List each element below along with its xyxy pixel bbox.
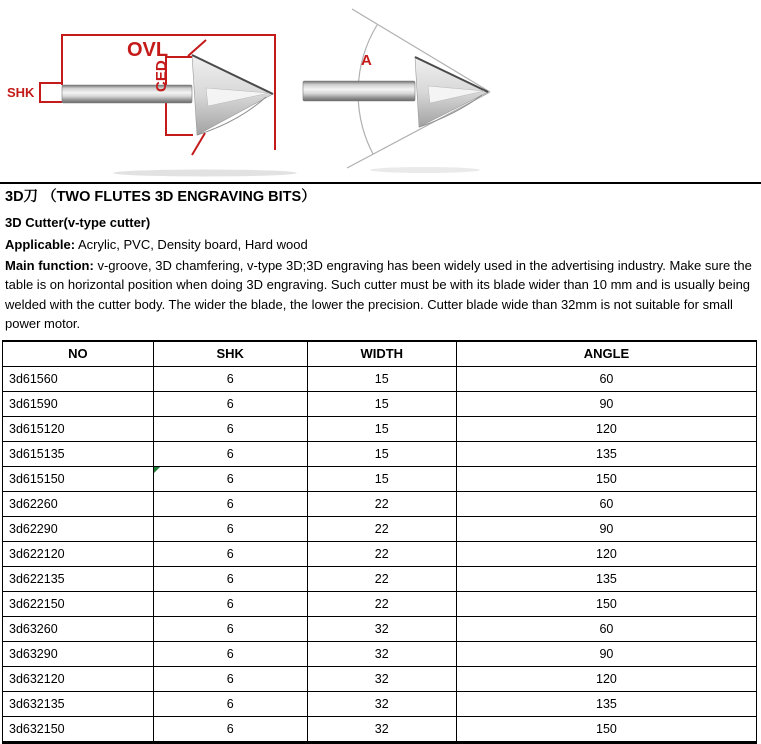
value-cell: 22 bbox=[307, 591, 456, 616]
bit-diagrams bbox=[0, 0, 761, 182]
table-row bbox=[3, 591, 757, 616]
value-cell: 60 bbox=[456, 366, 756, 391]
value-cell: 6 bbox=[153, 441, 307, 466]
main-function-paragraph bbox=[5, 256, 755, 334]
ced-label: CED bbox=[153, 60, 170, 92]
spec-table bbox=[2, 340, 757, 744]
spec-table-head-row bbox=[3, 341, 757, 367]
value-cell: 32 bbox=[307, 716, 456, 742]
value-cell: 120 bbox=[456, 666, 756, 691]
column-header: WIDTH bbox=[307, 341, 456, 367]
value-cell: 6 bbox=[153, 616, 307, 641]
table-row bbox=[3, 691, 757, 716]
value-cell: 150 bbox=[456, 716, 756, 742]
value-cell: 90 bbox=[456, 516, 756, 541]
value-cell: 15 bbox=[307, 416, 456, 441]
table-row bbox=[3, 416, 757, 441]
value-cell: 6 bbox=[153, 566, 307, 591]
page-title: 3D刀 （TWO FLUTES 3D ENGRAVING BITS） bbox=[5, 189, 316, 205]
part-number-cell: 3d632120 bbox=[3, 666, 154, 691]
part-number-cell: 3d63260 bbox=[3, 616, 154, 641]
value-cell: 22 bbox=[307, 516, 456, 541]
value-cell: 6 bbox=[153, 491, 307, 516]
applicable-label: Applicable: bbox=[5, 237, 76, 252]
value-cell: 150 bbox=[456, 591, 756, 616]
part-number-cell: 3d62260 bbox=[3, 491, 154, 516]
table-row bbox=[3, 541, 757, 566]
right-bit-shadow bbox=[370, 167, 480, 173]
value-cell: 22 bbox=[307, 491, 456, 516]
value-cell: 90 bbox=[456, 391, 756, 416]
part-number-cell: 3d615150 bbox=[3, 466, 154, 491]
value-cell: 32 bbox=[307, 616, 456, 641]
table-row bbox=[3, 391, 757, 416]
column-header: ANGLE bbox=[456, 341, 756, 367]
value-cell: 120 bbox=[456, 416, 756, 441]
applicable-text: Acrylic, PVC, Density board, Hard wood bbox=[75, 237, 308, 252]
cell-note-marker bbox=[154, 467, 160, 473]
shk-label: SHK bbox=[7, 85, 35, 100]
value-cell: 22 bbox=[307, 566, 456, 591]
value-cell: 6 bbox=[153, 416, 307, 441]
angle-label: A bbox=[361, 52, 372, 69]
main-function-text: v-groove, 3D chamfering, v-type 3D;3D engraving has been widely used in the advertising industry. Make sure the table is on horizontal position when doing 3D engraving. Such cutter must be with its blade wider than 10 mm and is usually being welded with the cutter body. The wider the blade, the lower the precision. Cutter blade wide than 32mm is not suitable for small power motor. bbox=[5, 257, 752, 331]
value-cell: 15 bbox=[307, 391, 456, 416]
product-subtitle: 3D Cutter(v-type cutter) bbox=[5, 215, 151, 230]
right-bit-drawing bbox=[303, 9, 490, 168]
value-cell: 6 bbox=[153, 716, 307, 742]
ovl-label: OVL bbox=[127, 39, 169, 61]
part-number-cell: 3d63290 bbox=[3, 641, 154, 666]
left-bit-shadow bbox=[113, 170, 297, 177]
value-cell: 6 bbox=[153, 666, 307, 691]
table-row bbox=[3, 666, 757, 691]
part-number-cell: 3d622150 bbox=[3, 591, 154, 616]
table-row bbox=[3, 491, 757, 516]
table-row bbox=[3, 366, 757, 391]
value-cell: 6 bbox=[153, 591, 307, 616]
table-row bbox=[3, 616, 757, 641]
part-number-cell: 3d61560 bbox=[3, 366, 154, 391]
value-cell: 32 bbox=[307, 641, 456, 666]
part-number-cell: 3d615120 bbox=[3, 416, 154, 441]
value-cell: 120 bbox=[456, 541, 756, 566]
value-cell: 22 bbox=[307, 541, 456, 566]
right-bit-shank bbox=[303, 81, 415, 101]
spec-table-body bbox=[3, 366, 757, 742]
value-cell: 6 bbox=[153, 466, 307, 491]
table-row bbox=[3, 641, 757, 666]
value-cell: 15 bbox=[307, 366, 456, 391]
value-cell: 90 bbox=[456, 641, 756, 666]
value-cell: 6 bbox=[153, 541, 307, 566]
column-header: SHK bbox=[153, 341, 307, 367]
section-divider bbox=[0, 182, 761, 184]
applicable-line bbox=[5, 235, 755, 255]
value-cell: 32 bbox=[307, 691, 456, 716]
value-cell: 6 bbox=[153, 366, 307, 391]
table-row bbox=[3, 466, 757, 491]
part-number-cell: 3d632150 bbox=[3, 716, 154, 742]
table-row bbox=[3, 516, 757, 541]
value-cell: 15 bbox=[307, 466, 456, 491]
value-cell: 135 bbox=[456, 691, 756, 716]
part-number-cell: 3d615135 bbox=[3, 441, 154, 466]
table-row bbox=[3, 716, 757, 742]
value-cell: 6 bbox=[153, 516, 307, 541]
shk-dimension-line bbox=[40, 83, 62, 102]
column-header: NO bbox=[3, 341, 154, 367]
part-number-cell: 3d61590 bbox=[3, 391, 154, 416]
part-number-cell: 3d62290 bbox=[3, 516, 154, 541]
part-number-cell: 3d632135 bbox=[3, 691, 154, 716]
table-row bbox=[3, 566, 757, 591]
value-cell: 6 bbox=[153, 691, 307, 716]
value-cell: 15 bbox=[307, 441, 456, 466]
value-cell: 60 bbox=[456, 616, 756, 641]
value-cell: 32 bbox=[307, 666, 456, 691]
value-cell: 135 bbox=[456, 441, 756, 466]
ced-upper-slash bbox=[188, 40, 206, 56]
value-cell: 6 bbox=[153, 641, 307, 666]
main-function-label: Main function: bbox=[5, 257, 94, 273]
part-number-cell: 3d622120 bbox=[3, 541, 154, 566]
ced-lower-slash bbox=[192, 133, 205, 155]
left-bit-drawing bbox=[7, 35, 275, 155]
value-cell: 135 bbox=[456, 566, 756, 591]
value-cell: 6 bbox=[153, 391, 307, 416]
left-bit-shank bbox=[62, 85, 192, 103]
value-cell: 150 bbox=[456, 466, 756, 491]
table-row bbox=[3, 441, 757, 466]
value-cell: 60 bbox=[456, 491, 756, 516]
part-number-cell: 3d622135 bbox=[3, 566, 154, 591]
